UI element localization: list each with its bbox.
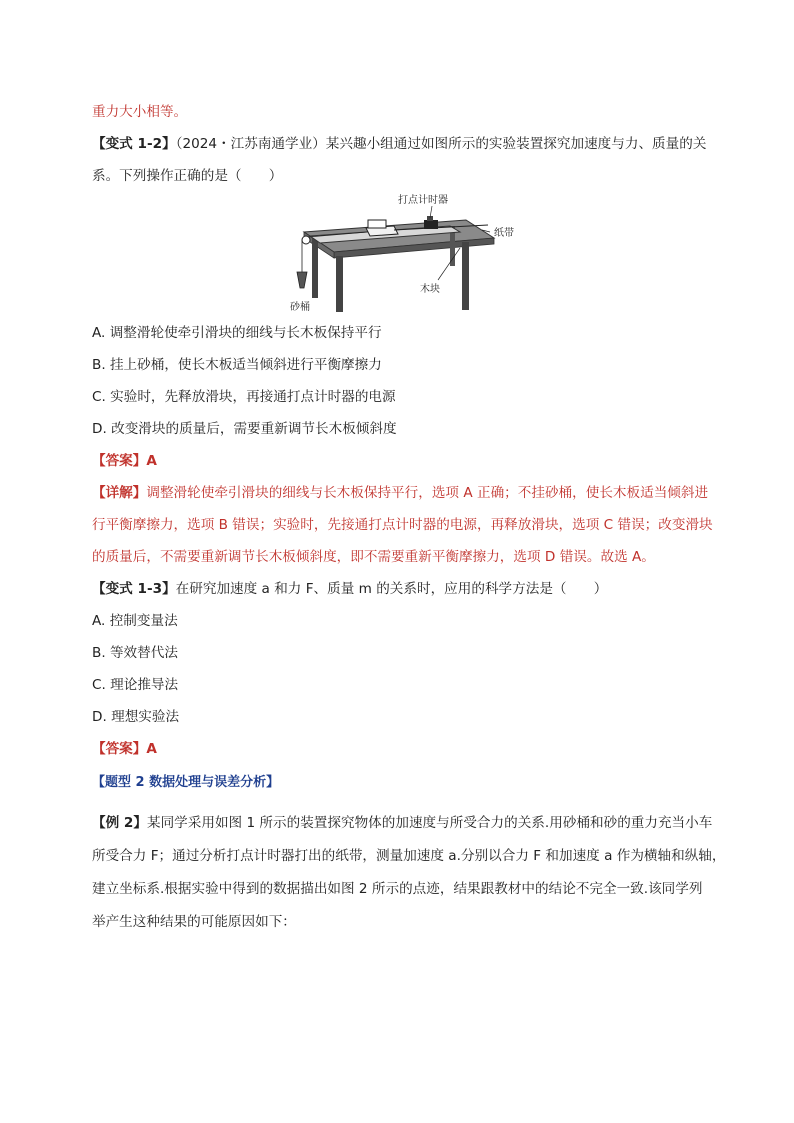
answer-tag: 【答案】 xyxy=(92,453,147,469)
example2-line3: 建立坐标系.根据实验中得到的数据描出如图 2 所示的点迹，结果跟教材中的结论不完全一致.该同学列 xyxy=(92,881,703,897)
q1-3-tag: 【变式 1-3】 xyxy=(92,581,176,597)
sand-bucket xyxy=(297,272,307,288)
answer-tag: 【答案】 xyxy=(92,741,147,757)
q1-2-option-b: B. 挂上砂桶，使长木板适当倾斜进行平衡摩擦力 xyxy=(92,357,382,373)
continuation-text: 重力大小相等。 xyxy=(92,104,188,120)
q1-3-option-a: A. 控制变量法 xyxy=(92,613,178,629)
q1-3-text: 在研究加速度 a 和力 F、质量 m 的关系时，应用的科学方法是（ ） xyxy=(175,581,608,597)
q1-2-tag: 【变式 1-2】 xyxy=(92,136,176,152)
answer-value: A xyxy=(146,741,157,757)
q1-2-explain-2: 行平衡摩擦力，选项 B 错误；实验时，先接通打点计时器的电源，再释放滑块，选项 C 错误；改变滑块 xyxy=(92,517,713,533)
q1-2-option-c: C. 实验时，先释放滑块，再接通打点计时器的电源 xyxy=(92,389,396,405)
q1-2-option-a: A. 调整滑轮使牵引滑块的细线与长木板保持平行 xyxy=(92,325,382,341)
apparatus-figure xyxy=(290,192,526,317)
answer-value: A xyxy=(146,453,157,469)
q1-3-answer xyxy=(92,739,724,759)
example2-line2: 所受合力 F；通过分析打点计时器打出的纸带，测量加速度 a.分别以合力 F 和加速度 a 作为横轴和纵轴， xyxy=(92,848,726,864)
timer-label: 打点计时器 xyxy=(398,195,448,206)
q1-2-option-d: D. 改变滑块的质量后，需要重新调节长木板倾斜度 xyxy=(92,421,397,437)
example2-line1 xyxy=(92,813,724,833)
q1-3-option-c: C. 理论推导法 xyxy=(92,677,179,693)
tape-label: 纸带 xyxy=(494,228,514,239)
q1-2-stem-1: （2024・江苏南通学业）某兴趣小组通过如图所示的实验装置探究加速度与力、质量的关 xyxy=(175,136,707,152)
table-leg xyxy=(462,242,469,310)
bucket-label: 砂桶 xyxy=(290,302,310,313)
q1-2-stem-2: 系。下列操作正确的是（ ） xyxy=(92,168,283,184)
q1-2-explain-1 xyxy=(92,483,724,503)
q1-3-option-b: B. 等效替代法 xyxy=(92,645,178,661)
example2-text-1: 某同学采用如图 1 所示的装置探究物体的加速度与所受合力的关系.用砂桶和砂的重力充当小车 xyxy=(146,815,713,831)
q1-3-option-d: D. 理想实验法 xyxy=(92,709,180,725)
example2-tag: 【例 2】 xyxy=(92,815,147,831)
q1-2-answer xyxy=(92,451,724,471)
q1-2-explain-3: 的质量后，不需要重新调节长木板倾斜度，即不需要重新平衡摩擦力，选项 D 错误。故选 A。 xyxy=(92,549,655,565)
q1-3-stem xyxy=(92,579,724,599)
section-heading: 【题型 2 数据处理与误差分析】 xyxy=(92,775,280,790)
table-leg xyxy=(312,238,318,298)
q1-2-line1 xyxy=(92,134,724,154)
table-leg xyxy=(336,256,343,312)
explain-tag: 【详解】 xyxy=(92,485,147,501)
block-label: 木块 xyxy=(420,284,440,295)
explain-text-1: 调整滑轮使牵引滑块的细线与长木板保持平行，选项 A 正确；不挂砂桶，使长木板适当倾斜进 xyxy=(146,485,709,501)
example2-line4: 举产生这种结果的可能原因如下： xyxy=(92,914,296,930)
